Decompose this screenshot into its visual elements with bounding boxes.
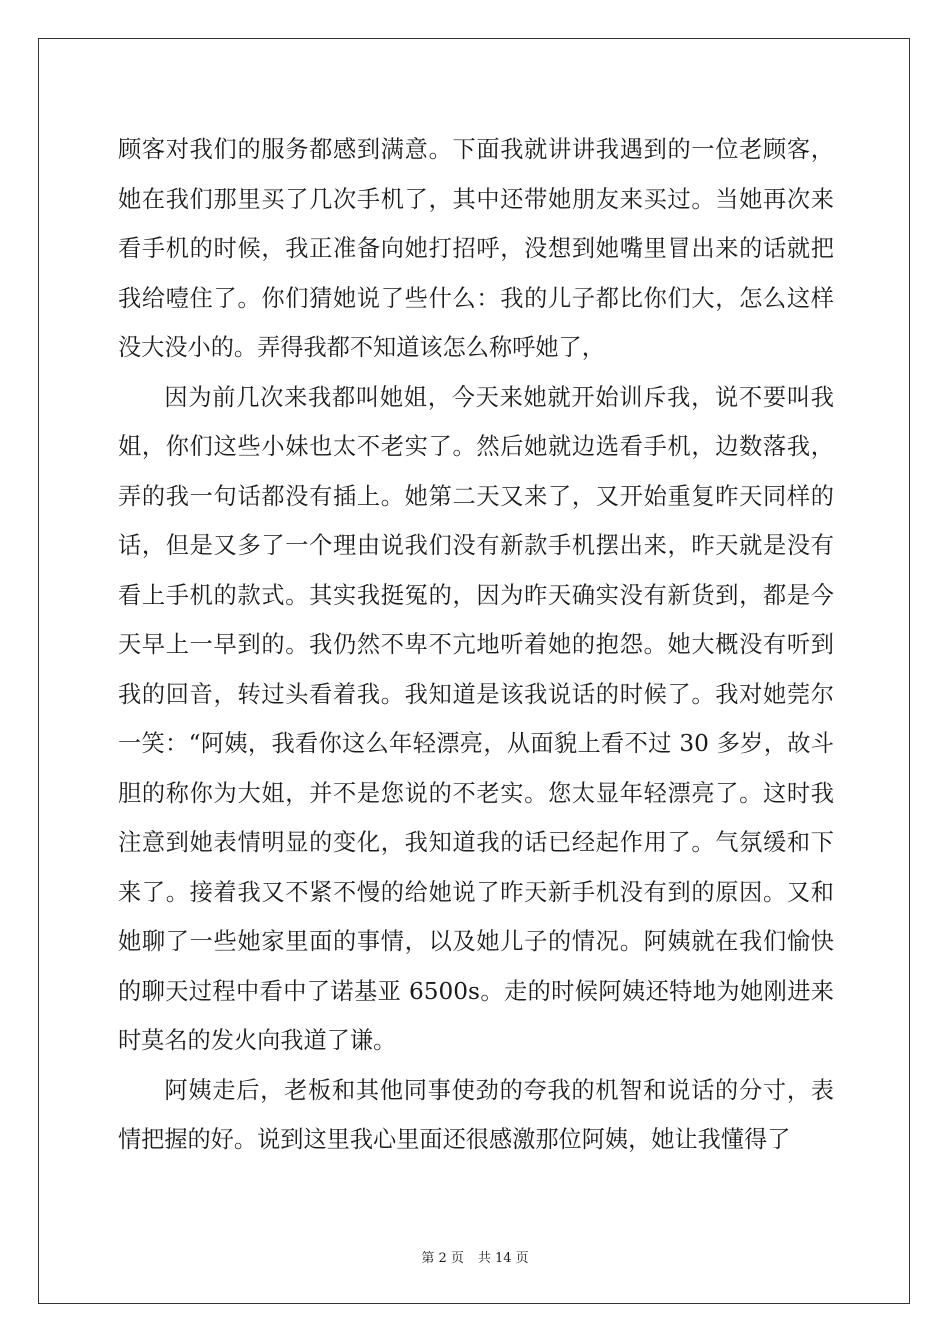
page-number: 第 2 页 — [421, 1251, 464, 1266]
paragraph-3: 阿姨走后，老板和其他同事使劲的夸我的机智和说话的分寸，表情把握的好。说到这里我心里面还很感激那位阿姨，她让我懂得了 — [118, 1076, 834, 1153]
page-footer — [0, 1247, 950, 1266]
document-body — [118, 125, 834, 1165]
paragraph-1: 顾客对我们的服务都感到满意。下面我就讲讲我遇到的一位老顾客，她在我们那里买了几次手机了，其中还带她朋友来买过。当她再次来看手机的时候，我正准备向她打招呼，没想到她嘴里冒出来的话就把我给噎住了。你们猜她说了些什么：我的儿子都比你们大，怎么这样没大没小的。弄得我都不知道该怎么称呼她了， — [118, 136, 834, 361]
paragraph-2: 因为前几次来我都叫她姐，今天来她就开始训斥我，说不要叫我姐，你们这些小妹也太不老实了。然后她就边选看手机，边数落我，弄的我一句话都没有插上。她第二天又来了，又开始重复昨天同样的话，但是又多了一个理由说我们没有新款手机摆出来，昨天就是没有看上手机的款式。其实我挺冤的，因为昨天确实没有新货到，都是今天早上一早到的。我仍然不卑不亢地听着她的抱怨。她大概没有听到我的回音，转过头看着我。我知道是该我说话的时候了。我对她莞尔一笑：“阿姨，我看你这么年轻漂亮，从面貌上看不过 30 多岁，故斗胆的称你为大姐，并不是您说的不老实。您太显年轻漂亮了。这时我注意到她表情明显的变化，我知道我的话已经起作用了。气氛缓和下来了。接着我又不紧不慢的给她说了昨天新手机没有到的原因。又和她聊了一些她家里面的事情，以及她儿子的情况。阿姨就在我们愉快的聊天过程中看中了诺基亚 6500s。走的时候阿姨还特地为她刚进来时莫名的发火向我道了谦。 — [118, 383, 834, 1054]
page-total: 共 14 页 — [477, 1251, 529, 1266]
